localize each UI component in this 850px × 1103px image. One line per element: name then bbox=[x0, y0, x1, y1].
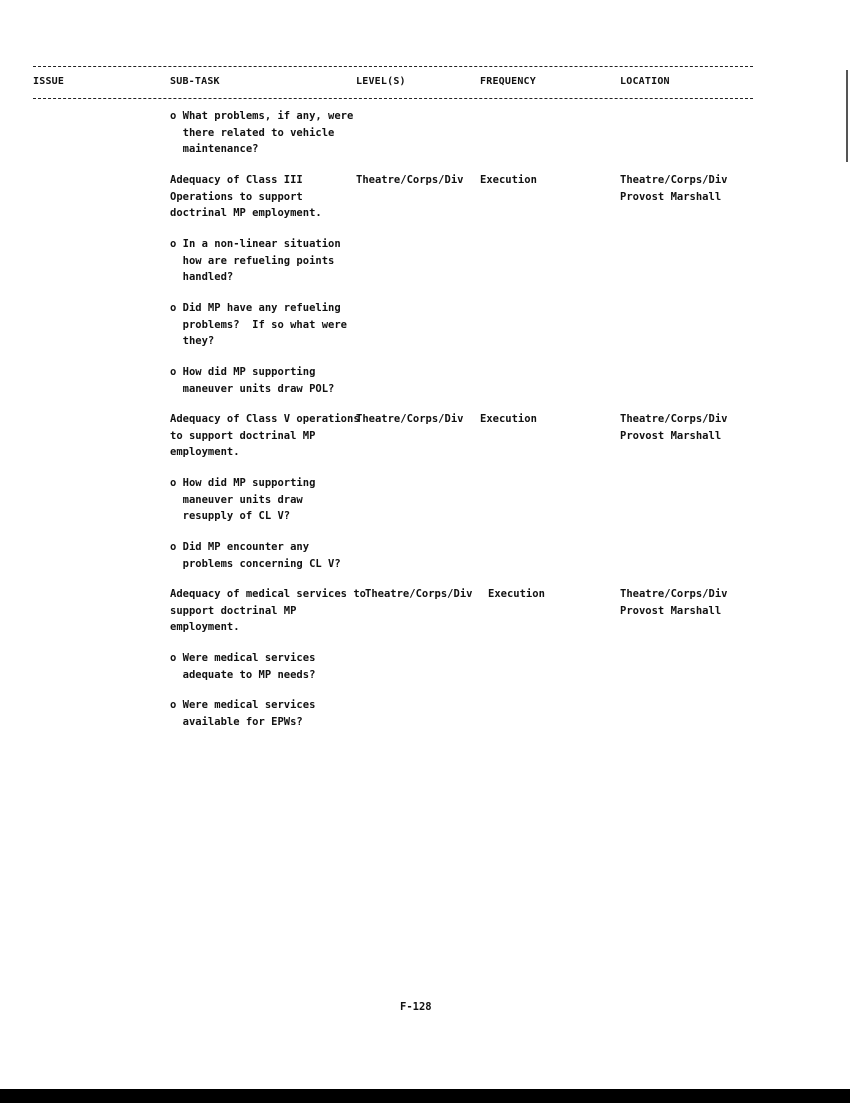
levels-cell: Theatre/Corps/Div bbox=[365, 588, 473, 600]
subtask-question: o Did MP encounter any problems concerning CL V? bbox=[170, 541, 341, 570]
subtask-item: Adequacy of medical services to support doctrinal MP employment. bbox=[170, 588, 366, 633]
scan-bottom-bar bbox=[0, 1089, 850, 1103]
column-header-location: LOCATION bbox=[620, 76, 670, 87]
subtask-question: o Did MP have any refueling problems? If so what were they? bbox=[170, 302, 348, 347]
levels-cell: Theatre/Corps/Div bbox=[356, 413, 464, 425]
subtask-question: o What problems, if any, were there related to vehicle maintenance? bbox=[170, 110, 354, 155]
subtask-question: o How did MP supporting maneuver units draw POL? bbox=[170, 366, 335, 395]
header-top-rule bbox=[33, 66, 753, 67]
scan-edge-mark bbox=[846, 70, 848, 162]
subtask-question: o How did MP supporting maneuver units draw resupply of CL V? bbox=[170, 477, 316, 522]
page-number: F-128 bbox=[400, 1001, 432, 1013]
subtask-question: o In a non-linear situation how are refueling points handled? bbox=[170, 238, 341, 283]
column-header-levels: LEVEL(S) bbox=[356, 76, 406, 87]
levels-cell: Theatre/Corps/Div bbox=[356, 174, 464, 186]
subtask-question: o Were medical services available for EPWs? bbox=[170, 699, 316, 728]
subtask-question: o Were medical services adequate to MP needs? bbox=[170, 652, 316, 681]
column-header-frequency: FREQUENCY bbox=[480, 76, 536, 87]
frequency-cell: Execution bbox=[488, 588, 545, 600]
subtask-item: Adequacy of Class V operations to support doctrinal MP employment. bbox=[170, 413, 360, 458]
subtask-item: Adequacy of Class III Operations to support doctrinal MP employment. bbox=[170, 174, 322, 219]
frequency-cell: Execution bbox=[480, 413, 537, 425]
column-header-subtask: SUB-TASK bbox=[170, 76, 220, 87]
frequency-cell: Execution bbox=[480, 174, 537, 186]
location-cell: Theatre/Corps/Div Provost Marshall bbox=[620, 174, 728, 203]
location-cell: Theatre/Corps/Div Provost Marshall bbox=[620, 413, 728, 442]
location-cell: Theatre/Corps/Div Provost Marshall bbox=[620, 588, 728, 617]
column-header-issue: ISSUE bbox=[33, 76, 65, 87]
header-bottom-rule bbox=[33, 98, 753, 99]
